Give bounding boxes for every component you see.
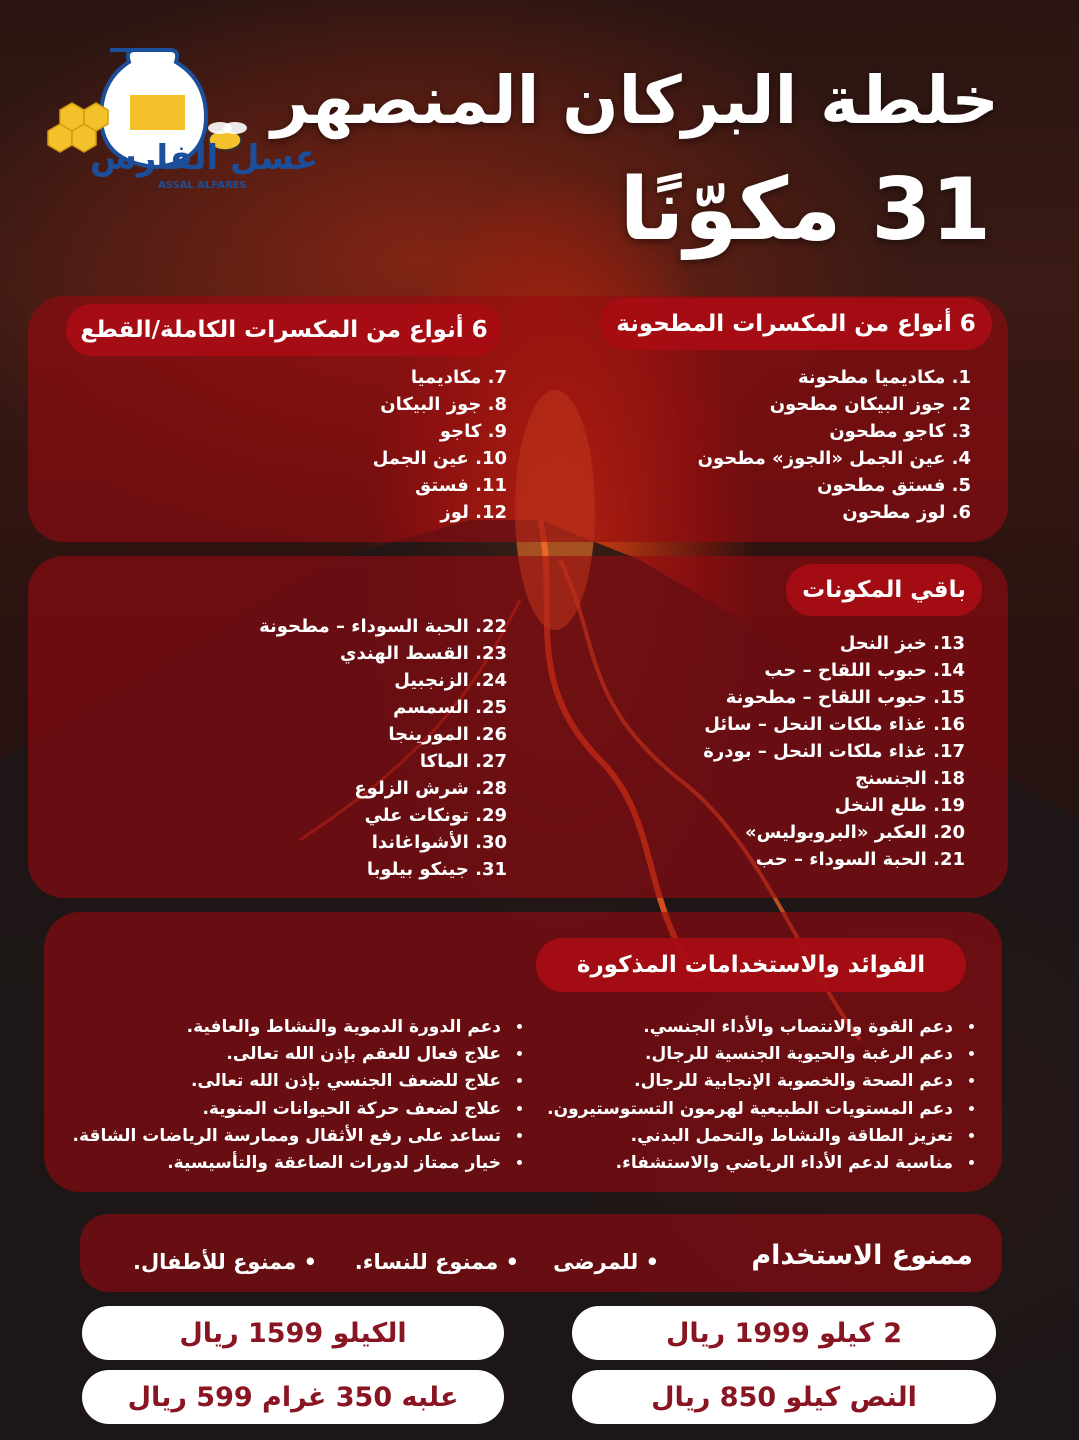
rest-list-left — [259, 613, 507, 883]
list-item: 18. الجنسنج — [854, 768, 965, 789]
list-item: 30. الأشواغاندا — [371, 832, 507, 853]
list-item: 23. القسط الهندي — [340, 643, 507, 664]
rest-heading: باقي المكونات — [786, 564, 982, 616]
list-item: • خيار ممتاز لدورات الصاعقة والتأسيسية. — [73, 1150, 505, 1177]
list-item: 13. خبز النحل — [839, 633, 965, 654]
list-item: • تساعد على رفع الأثقال وممارسة الرياضات الشاقة. — [73, 1123, 505, 1150]
list-item: 31. جينكو بيلوبا — [366, 859, 507, 880]
list-item: 27. الماكا — [419, 751, 507, 772]
list-item: 7. مكاديميا — [410, 367, 507, 388]
list-item: • دعم الرغبة والحيوية الجنسية للرجال. — [547, 1041, 957, 1068]
list-item: 1. مكاديميا مطحونة — [797, 367, 971, 388]
list-item: 12. لوز — [440, 502, 507, 523]
list-item: 25. السمسم — [393, 697, 507, 718]
list-item: • علاج لضعف حركة الحيوانات المنوية. — [73, 1096, 505, 1123]
price-half-kilo: النص كيلو 850 ريال — [572, 1370, 996, 1424]
price-two-kilo: 2 كيلو 1999 ريال — [572, 1306, 996, 1360]
brand-logo — [40, 40, 319, 205]
list-item: • دعم الدورة الدموية والنشاط والعافية. — [73, 1014, 505, 1041]
list-item: 11. فستق — [415, 475, 507, 496]
list-item: 17. غذاء ملكات النحل – بودرة — [703, 741, 965, 762]
list-item: • تعزيز الطاقة والنشاط والتحمل البدني. — [547, 1123, 957, 1150]
page-title: خلطة البركان المنصهر — [271, 62, 999, 139]
ground-nuts-list — [698, 364, 971, 526]
warning-item: • للمرضى — [553, 1250, 659, 1274]
list-item: 4. عين الجمل «الجوز» مطحون — [697, 448, 971, 469]
benefits-list-right — [547, 1014, 979, 1177]
list-item: • دعم الصحة والخصوبة الإنجابية للرجال. — [547, 1068, 957, 1095]
list-item: 14. حبوب اللقاح – حب — [764, 660, 965, 681]
warning-text: ممنوع للنساء. — [354, 1250, 499, 1274]
list-item: 22. الحبة السوداء – مطحونة — [259, 616, 507, 637]
list-item: 28. شرش الزلوع — [354, 778, 507, 799]
list-item: 15. حبوب اللقاح – مطحونة — [725, 687, 965, 708]
list-item: 20. العكبر «البروبوليس» — [744, 822, 965, 843]
whole-nuts-list — [373, 364, 507, 526]
list-item: 16. غذاء ملكات النحل – سائل — [704, 714, 965, 735]
warning-item: • ممنوع للنساء. — [354, 1250, 519, 1274]
list-item: 8. جوز البيكان — [380, 394, 507, 415]
list-item: 5. فستق مطحون — [817, 475, 971, 496]
list-item: 6. لوز مطحون — [842, 502, 971, 523]
list-item: 21. الحبة السوداء – حب — [755, 849, 965, 870]
list-item: • مناسبة لدعم الأداء الرياضي والاستشفاء. — [547, 1150, 957, 1177]
list-item: • علاج للضعف الجنسي بإذن الله تعالى. — [73, 1068, 505, 1095]
list-item: 24. الزنجبيل — [394, 670, 507, 691]
warnings-title: ممنوع الاستخدام — [751, 1240, 973, 1271]
benefits-list-left — [73, 1014, 527, 1177]
rest-list-right — [703, 630, 965, 873]
page-subtitle: 31 مكوّنًا — [619, 160, 991, 260]
logo-english-text: ASSAL ALFARES — [158, 180, 247, 191]
list-item: • دعم القوة والانتصاب والأداء الجنسي. — [547, 1014, 957, 1041]
list-item: 2. جوز البيكان مطحون — [769, 394, 971, 415]
list-item: 26. المورينجا — [388, 724, 507, 745]
price-jar: علبه 350 غرام 599 ريال — [82, 1370, 504, 1424]
price-kilo: الكيلو 1599 ريال — [82, 1306, 504, 1360]
list-item: 10. عين الجمل — [372, 448, 507, 469]
list-item: 9. كاجو — [439, 421, 507, 442]
warning-item: • ممنوع للأطفال. — [132, 1250, 317, 1274]
list-item: 3. كاجو مطحون — [829, 421, 971, 442]
whole-nuts-heading: 6 أنواع من المكسرات الكاملة/القطع — [66, 304, 502, 356]
list-item: • دعم المستويات الطبيعية لهرمون التستوستيرون. — [547, 1096, 957, 1123]
warning-text: للمرضى — [553, 1250, 639, 1274]
list-item: • علاج فعال للعقم بإذن الله تعالى. — [73, 1041, 505, 1068]
list-item: 19. طلع النخل — [834, 795, 965, 816]
list-item: 29. تونكات علي — [364, 805, 507, 826]
ground-nuts-heading: 6 أنواع من المكسرات المطحونة — [600, 298, 992, 350]
warning-text: ممنوع للأطفال. — [132, 1250, 297, 1274]
logo-arabic-text: عسل الفارس — [90, 138, 319, 178]
benefits-heading: الفوائد والاستخدامات المذكورة — [536, 938, 966, 992]
